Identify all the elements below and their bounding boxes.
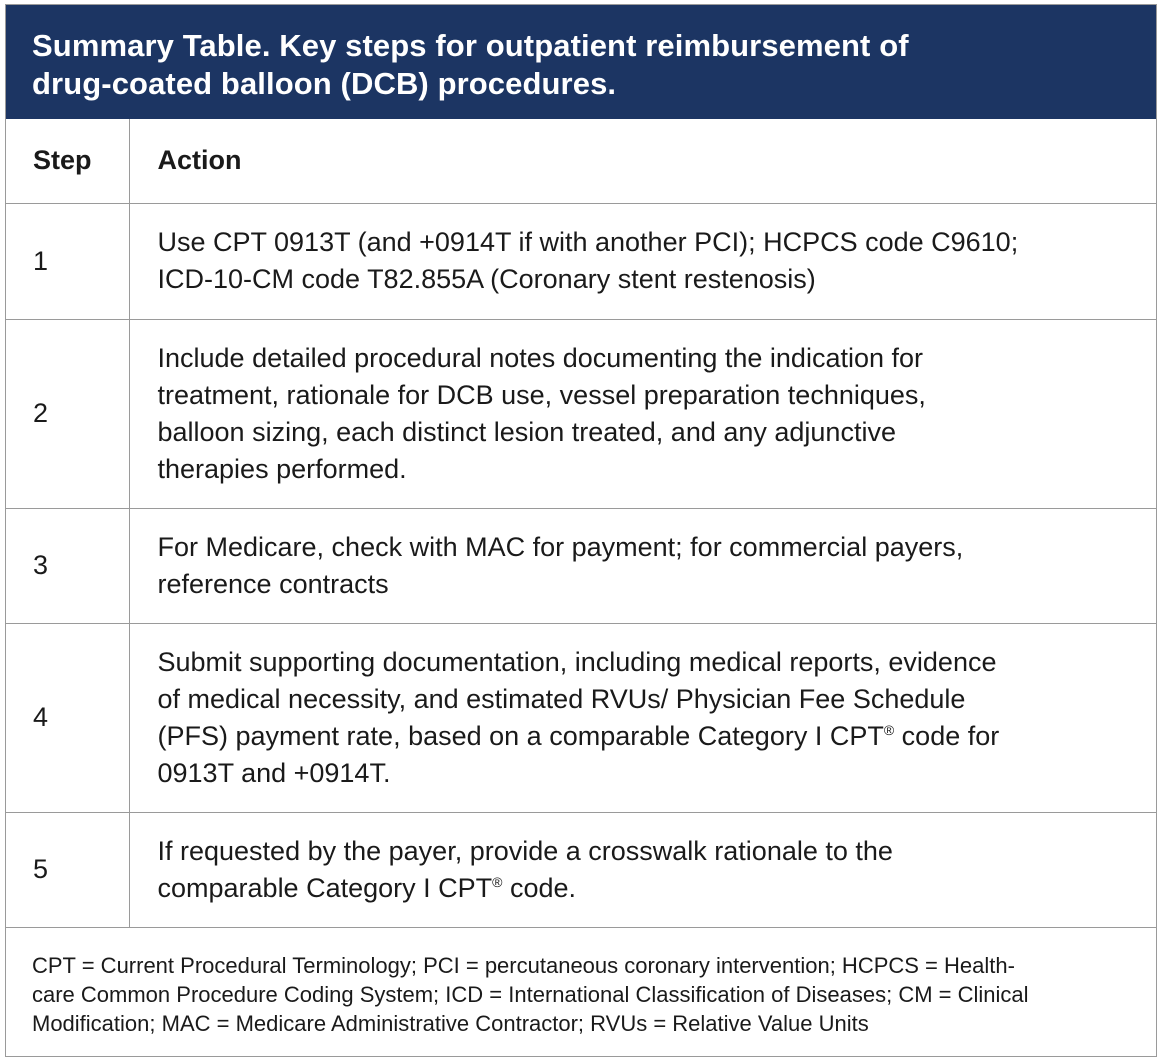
step-action xyxy=(129,319,1156,508)
header-step: Step xyxy=(6,119,129,203)
action-line: comparable Category I CPT xyxy=(157,872,493,903)
step-action xyxy=(129,623,1156,812)
action-line: balloon sizing, each distinct lesion treated, and any adjunctive xyxy=(157,416,896,447)
action-line: treatment, rationale for DCB use, vessel preparation techniques, xyxy=(157,379,926,410)
registered-mark: ® xyxy=(883,721,895,738)
summary-table-frame xyxy=(5,4,1157,1057)
table-title xyxy=(32,27,1130,103)
step-number: 1 xyxy=(6,203,129,319)
action-line: Include detailed procedural notes documenting the indication for xyxy=(157,342,924,373)
action-line: 0913T and +0914T. xyxy=(157,757,391,788)
table-row xyxy=(6,319,1156,508)
action-line: Submit supporting documentation, including medical reports, evidence xyxy=(157,646,997,677)
table-row xyxy=(6,623,1156,812)
table-row xyxy=(6,508,1156,623)
title-line-1: Summary Table. Key steps for outpatient reimbursement of xyxy=(32,28,909,63)
table-row xyxy=(6,812,1156,927)
table-row xyxy=(6,203,1156,319)
footnote-line: care Common Procedure Coding System; ICD = International Classification of Diseases; CM = Clinical xyxy=(32,982,1029,1007)
table-header-row xyxy=(6,119,1156,203)
steps-table xyxy=(6,119,1156,928)
action-line: therapies performed. xyxy=(157,453,407,484)
action-line: of medical necessity, and estimated RVUs/ Physician Fee Schedule xyxy=(157,683,966,714)
step-action xyxy=(129,508,1156,623)
registered-mark: ® xyxy=(492,873,503,890)
title-line-2: drug-coated balloon (DCB) procedures. xyxy=(32,66,617,101)
action-line: code. xyxy=(502,872,577,903)
action-line: (PFS) payment rate, based on a comparable Category I CPT xyxy=(157,720,884,751)
action-line: If requested by the payer, provide a crosswalk rationale to the xyxy=(157,835,893,866)
step-number: 4 xyxy=(6,623,129,812)
step-number: 5 xyxy=(6,812,129,927)
abbreviations-footnote xyxy=(32,951,1142,1038)
action-line: ICD-10-CM code T82.855A (Coronary stent restenosis) xyxy=(157,264,816,294)
footnote-line: CPT = Current Procedural Terminology; PCI = percutaneous coronary intervention; HCPCS = Health- xyxy=(32,953,1015,978)
step-action xyxy=(129,203,1156,319)
step-number: 2 xyxy=(6,319,129,508)
step-action xyxy=(129,812,1156,927)
table-title-bar xyxy=(6,5,1156,119)
action-line: reference contracts xyxy=(157,568,389,599)
action-line: code for xyxy=(894,720,1000,751)
action-line: Use CPT 0913T (and +0914T if with another PCI); HCPCS code C9610; xyxy=(157,227,1019,257)
action-line: For Medicare, check with MAC for payment; for commercial payers, xyxy=(157,531,964,562)
step-number: 3 xyxy=(6,508,129,623)
footnote-line: Modification; MAC = Medicare Administrative Contractor; RVUs = Relative Value Units xyxy=(32,1011,869,1036)
header-action: Action xyxy=(129,119,1156,203)
